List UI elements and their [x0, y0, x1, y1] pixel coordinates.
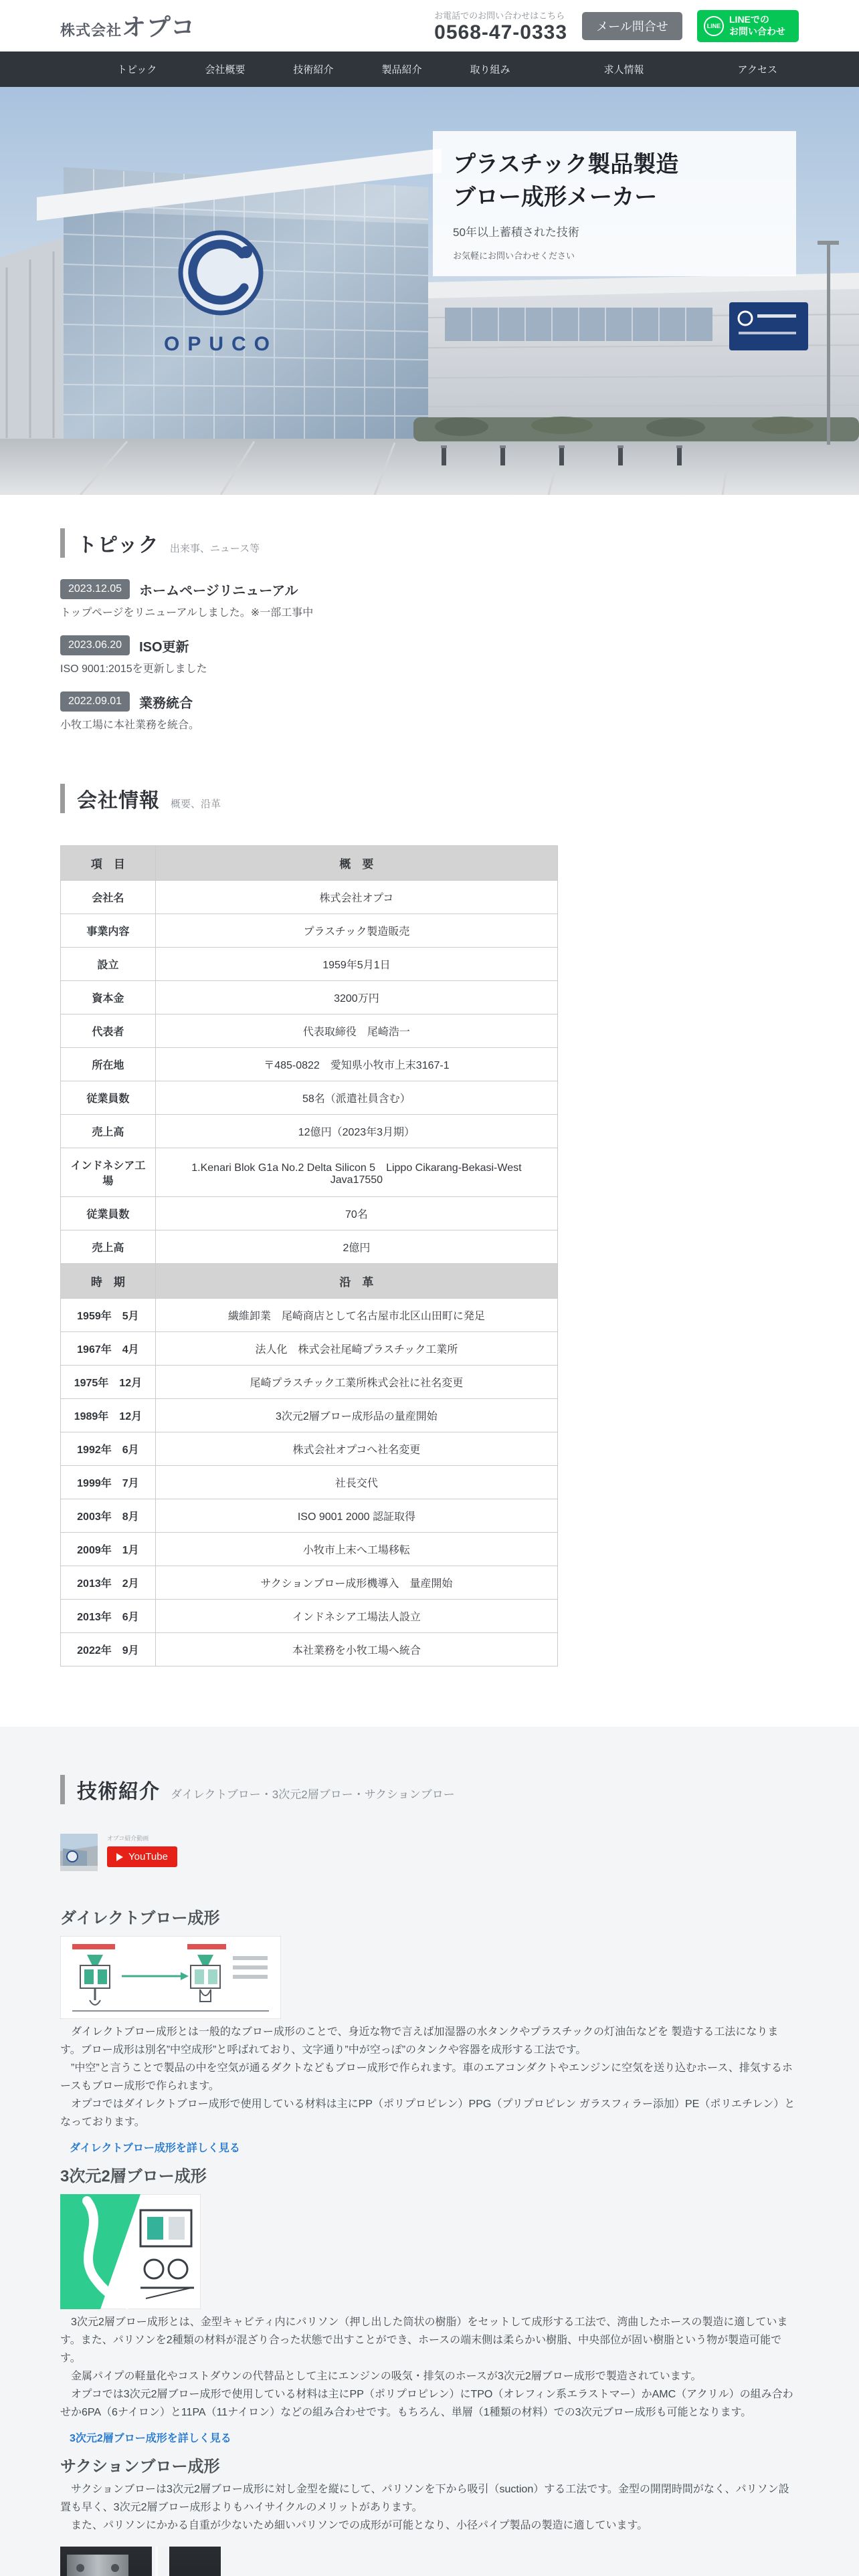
row-value: 〒485-0822 愛知県小牧市上末3167-1 — [155, 1048, 557, 1081]
topics-section — [60, 495, 799, 732]
table-row — [61, 981, 558, 1014]
row-value: 12億円（2023年3月期） — [155, 1115, 557, 1148]
nav-item-recruit[interactable]: 求人情報 — [603, 64, 644, 76]
row-value: 代表取締役 尾崎浩一 — [155, 1014, 557, 1048]
hero-section — [0, 87, 859, 495]
technology-heading — [60, 1775, 799, 1804]
technology-subtitle: ダイレクトブロー・3次元2層ブロー・サクションブロー — [171, 1788, 455, 1801]
company-subtitle: 概要、沿革 — [171, 798, 221, 810]
row-value: ISO 9001 2000 認証取得 — [155, 1499, 557, 1533]
topic-title: ホームページリニューアル — [139, 583, 298, 599]
logo-prefix: 株式会社 — [60, 22, 122, 39]
paragraph: ”中空”と言うことで製品の中を空気が通るダクトなどもブロー成形で作られます。車のエアコンダクトやエンジンに空気を送り込むホース、排気するホースもブロー成形で作られます。 — [60, 2062, 793, 2092]
threed-blow-heading: 3次元2層ブロー成形 — [60, 2167, 207, 2185]
direct-blow-link[interactable]: ダイレクトブロー成形を詳しく見る — [70, 2143, 240, 2154]
company-section — [60, 784, 799, 1667]
nav-item-efforts[interactable]: 取り組み — [470, 64, 510, 76]
video-thumbnail[interactable] — [60, 1834, 98, 1871]
header-cell: 概 要 — [155, 846, 557, 881]
site-header — [0, 0, 859, 51]
row-label: 2022年 9月 — [61, 1633, 156, 1667]
topic-description: 小牧工場に本社業務を統合。 — [60, 720, 200, 731]
row-value: 株式会社オプコ — [155, 881, 557, 914]
youtube-button[interactable] — [107, 1846, 177, 1867]
paragraph: ダイレクトブロー成形とは一般的なブロー成形のことで、身近な物で言えば加湿器の水タンクやプラスチックの灯油缶などを 製造する工法になります。ブロー成形は別名”中空成形”と呼ばれており、文字通り”中が空っぽ”のタンクや容器を成形する工法です。 — [60, 2026, 779, 2056]
row-label: 売上高 — [61, 1230, 156, 1264]
row-label: 従業員数 — [61, 1197, 156, 1230]
row-value: 3200万円 — [155, 981, 557, 1014]
table-header-row — [61, 846, 558, 881]
header-cell: 時 期 — [61, 1264, 156, 1299]
row-value: 社長交代 — [155, 1466, 557, 1499]
threed-blow-illustration — [60, 2194, 201, 2309]
row-value: 小牧市上末へ工場移転 — [155, 1533, 557, 1566]
line-button-label: LINEでの お問い合わせ — [729, 14, 785, 37]
table-row — [61, 1399, 558, 1432]
table-row — [61, 1197, 558, 1230]
table-row — [61, 1600, 558, 1633]
technology-section — [0, 1727, 859, 2576]
paragraph: 3次元2層ブロー成形とは、金型キャビティ内にパリソン（押し出した筒状の樹脂）をセットして成形する工法で、湾曲したホースの製造に適しています。また、パリソンを2種類の材料が混ざり合った状態で出すことができ、ホースの端末側は柔らかい樹脂、中央部位が固い樹脂という物が製造可能です。 — [60, 2317, 788, 2364]
row-value: 2億円 — [155, 1230, 557, 1264]
topic-description: ISO 9001:2015を更新しました — [60, 663, 207, 675]
row-value: サクションブロー成形機導入 量産開始 — [155, 1566, 557, 1600]
phone-block — [434, 9, 567, 43]
topic-date-badge: 2023.12.05 — [60, 579, 130, 599]
table-row — [61, 1466, 558, 1499]
line-icon: LINE — [704, 16, 724, 36]
topics-heading — [60, 528, 799, 558]
hero-overlay — [433, 131, 796, 276]
row-label: 事業内容 — [61, 914, 156, 948]
row-label: インドネシア工場 — [61, 1148, 156, 1197]
row-label: 所在地 — [61, 1048, 156, 1081]
table-row — [61, 914, 558, 948]
header-cell: 項 目 — [61, 846, 156, 881]
direct-blow-illustration — [60, 1936, 281, 2019]
row-label: 1989年 12月 — [61, 1399, 156, 1432]
table-row — [61, 1230, 558, 1264]
row-label: 1975年 12月 — [61, 1366, 156, 1399]
row-label: 従業員数 — [61, 1081, 156, 1115]
row-value: 株式会社オプコへ社名変更 — [155, 1432, 557, 1466]
row-label: 1999年 7月 — [61, 1466, 156, 1499]
threed-blow-link[interactable]: 3次元2層ブロー成形を詳しく見る — [70, 2433, 231, 2444]
topic-item — [60, 691, 799, 732]
direct-blow-heading: ダイレクトブロー成形 — [60, 1909, 220, 1927]
topic-date-badge: 2022.09.01 — [60, 691, 130, 712]
row-label: 売上高 — [61, 1115, 156, 1148]
row-label: 1959年 5月 — [61, 1299, 156, 1332]
row-label: 2003年 8月 — [61, 1499, 156, 1533]
suction-blow-photo — [60, 2547, 221, 2576]
nav-item-products[interactable]: 製品紹介 — [381, 64, 422, 76]
play-icon — [116, 1853, 123, 1861]
table-row — [61, 1081, 558, 1115]
table-row — [61, 1148, 558, 1197]
row-label: 資本金 — [61, 981, 156, 1014]
table-header-row — [61, 1264, 558, 1299]
mail-contact-button[interactable]: メール問合せ — [582, 12, 682, 40]
row-value: 1.Kenari Blok G1a No.2 Delta Silicon 5 Lippo Cikarang-Bekasi-West Java17550 — [155, 1148, 557, 1197]
table-row — [61, 1633, 558, 1667]
topic-title: 業務統合 — [139, 695, 193, 711]
youtube-label: YouTube — [128, 1851, 168, 1862]
direct-blow-text — [60, 2023, 799, 2131]
topics-title: トピック — [77, 534, 159, 556]
row-label: 設立 — [61, 948, 156, 981]
hero-subtitle: 50年以上蓄積された技術 — [453, 225, 579, 239]
main-nav — [0, 51, 859, 87]
nav-item-company[interactable]: 会社概要 — [205, 64, 246, 76]
topic-item — [60, 635, 799, 675]
nav-item-technology[interactable]: 技術紹介 — [293, 64, 334, 76]
row-label: 1967年 4月 — [61, 1332, 156, 1366]
technology-title: 技術紹介 — [77, 1781, 160, 1803]
threed-blow-text — [60, 2313, 799, 2422]
table-row — [61, 948, 558, 981]
table-row — [61, 1014, 558, 1048]
row-value: 繊維卸業 尾崎商店として名古屋市北区山田町に発足 — [155, 1299, 557, 1332]
topic-title: ISO更新 — [139, 639, 189, 655]
hero-note: お気軽にお問い合わせください — [453, 250, 575, 261]
phone-label: お電話でのお問い合わせはこちら — [434, 11, 565, 21]
topic-description: トップページをリニューアルしました。※一部工事中 — [60, 607, 314, 619]
building-sign-text: OPUCO — [163, 333, 278, 355]
row-label: 2013年 2月 — [61, 1566, 156, 1600]
suction-blow-heading: サクションブロー成形 — [60, 2458, 220, 2476]
row-label: 代表者 — [61, 1014, 156, 1048]
topic-item — [60, 579, 799, 619]
topic-date-badge: 2023.06.20 — [60, 635, 130, 655]
paragraph: オプコでは3次元2層ブロー成形で使用している材料は主にPP（ポリプロピレン）にTPO（オレフィン系エラストマー）かAMC（アクリル）の組み合わせか6PA（6ナイロン）と11PA（11ナイロン）などの組み合わせです。もちろん、単層（1種類の材料）での3次元ブロー成形も可能となります。 — [60, 2389, 793, 2418]
phone-number: 0568-47-0333 — [434, 21, 567, 43]
paragraph: オプコではダイレクトブロー成形で使用している材料は主にPP（ポリプロピレン）PPG（プリプロピレン ガラスフィラー添加）PE（ポリエチレン）となっております。 — [60, 2099, 795, 2128]
row-value: 法人化 株式会社尾崎プラスチック工業所 — [155, 1332, 557, 1366]
paragraph: また、パリソンにかかる自重が少ないため細いパリソンでの成形が可能となり、小径パイプ製品の製造に適しています。 — [60, 2520, 648, 2531]
company-title: 会社情報 — [77, 790, 160, 812]
table-row — [61, 1048, 558, 1081]
row-label: 2013年 6月 — [61, 1600, 156, 1633]
paragraph: サクションブローは3次元2層ブロー成形に対し金型を縦にして、パリソンを下から吸引（suction）する工法です。金型の開閉時間がなく、パリソン設置も早く、3次元2層ブロー成形よりもハイサイクルのメリットがあります。 — [60, 2484, 789, 2513]
nav-item-access[interactable]: アクセス — [737, 64, 778, 76]
table-row — [61, 1499, 558, 1533]
row-value: 本社業務を小牧工場へ統合 — [155, 1633, 557, 1667]
row-value: 70名 — [155, 1197, 557, 1230]
table-row — [61, 1366, 558, 1399]
paragraph: 金属パイプの軽量化やコストダウンの代替品として主にエンジンの吸気・排気のホースが3次元2層ブロー成形で製造されています。 — [60, 2371, 702, 2382]
company-logo[interactable] — [60, 9, 196, 43]
company-heading — [60, 784, 799, 813]
row-value: 58名（派遣社員含む） — [155, 1081, 557, 1115]
company-info-table — [60, 845, 558, 1667]
nav-item-topics[interactable]: トピック — [117, 64, 157, 76]
table-row — [61, 1332, 558, 1366]
row-value: 尾崎プラスチック工業所株式会社に社名変更 — [155, 1366, 557, 1399]
row-value: プラスチック製造販売 — [155, 914, 557, 948]
row-value: インドネシア工場法人設立 — [155, 1600, 557, 1633]
table-row — [61, 1566, 558, 1600]
row-label: 2009年 1月 — [61, 1533, 156, 1566]
table-row — [61, 881, 558, 914]
row-label: 1992年 6月 — [61, 1432, 156, 1466]
table-row — [61, 1432, 558, 1466]
video-widget — [60, 1834, 799, 1879]
line-contact-button[interactable] — [697, 10, 799, 42]
hero-title: プラスチック製品製造 ブロー成形メーカー — [453, 152, 679, 211]
video-title: オプコ紹介動画 — [107, 1835, 149, 1842]
suction-blow-text — [60, 2480, 799, 2535]
table-row — [61, 1533, 558, 1566]
table-row — [61, 1299, 558, 1332]
row-value: 1959年5月1日 — [155, 948, 557, 981]
row-label: 会社名 — [61, 881, 156, 914]
header-cell: 沿 革 — [155, 1264, 557, 1299]
logo-name: オプコ — [122, 13, 197, 41]
table-row — [61, 1115, 558, 1148]
topics-subtitle: 出来事、ニュース等 — [169, 543, 260, 554]
row-value: 3次元2層ブロー成形品の量産開始 — [155, 1399, 557, 1432]
